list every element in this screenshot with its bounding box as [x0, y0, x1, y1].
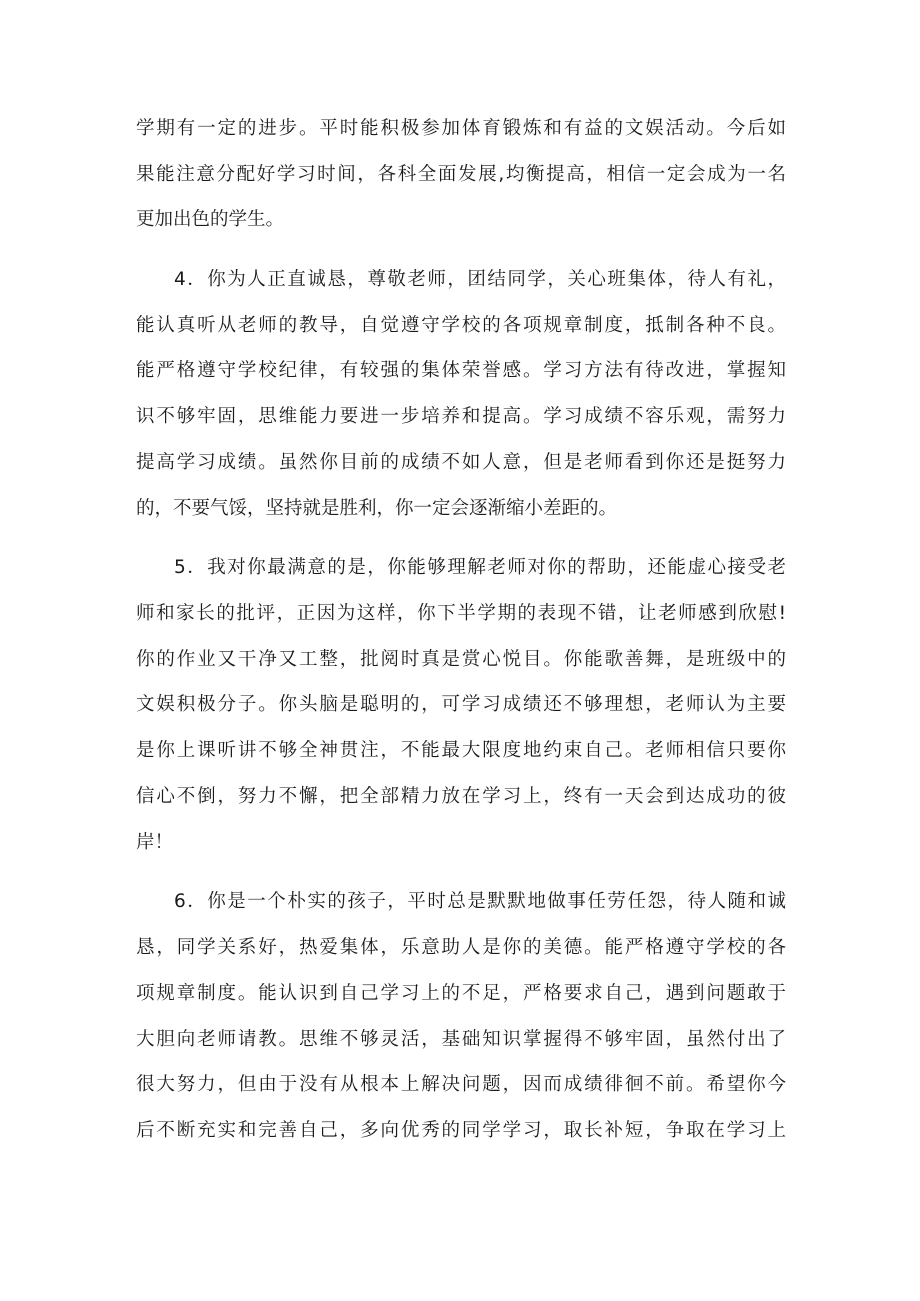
paragraph-line: 能严格遵守学校纪律，有较强的集体荣誉感。学习方法有待改进，掌握知	[136, 360, 786, 381]
paragraph-line: 识不够牢固，思维能力要进一步培养和提高。学习成绩不容乐观，需努力	[136, 406, 786, 427]
paragraph-line: 6．你是一个朴实的孩子，平时总是默默地做事任劳任怨，待人随和诚	[174, 891, 786, 912]
paragraph-line: 的，不要气馁，坚持就是胜利，你一定会逐渐缩小差距的。	[136, 498, 618, 519]
paragraph-line: 大胆向老师请教。思维不够灵活，基础知识掌握得不够牢固，虽然付出了	[136, 1029, 786, 1050]
paragraph-line: 岸！	[136, 832, 174, 853]
paragraph-line: 学期有一定的进步。平时能积极参加体育锻炼和有益的文娱活动。今后如	[136, 118, 786, 139]
paragraph-line: 后不断充实和完善自己，多向优秀的同学学习，取长补短，争取在学习上	[136, 1120, 786, 1141]
paragraph-line: 能认真听从老师的教导，自觉遵守学校的各项规章制度，抵制各种不良。	[136, 315, 786, 336]
paragraph-line: 是你上课听讲不够全神贯注，不能最大限度地约束自己。老师相信只要你	[136, 740, 786, 761]
paragraph-line: 师和家长的批评，正因为这样，你下半学期的表现不错，让老师感到欣慰!	[136, 603, 786, 624]
paragraph-line: 果能注意分配好学习时间，各科全面发展,均衡提高，相信一定会成为一名	[136, 164, 786, 185]
paragraph-line: 文娱积极分子。你头脑是聪明的，可学习成绩还不够理想，老师认为主要	[136, 694, 786, 715]
paragraph-line: 提高学习成绩。虽然你目前的成绩不如人意，但是老师看到你还是挺努力	[136, 452, 786, 473]
paragraph-line: 信心不倒，努力不懈，把全部精力放在学习上，终有一天会到达成功的彼	[136, 786, 786, 807]
paragraph-line: 很大努力，但由于没有从根本上解决问题，因而成绩徘徊不前。希望你今	[136, 1074, 786, 1095]
paragraph-line: 5．我对你最满意的是，你能够理解老师对你的帮助，还能虚心接受老	[174, 557, 786, 578]
paragraph-line: 更加出色的学生。	[136, 209, 285, 230]
paragraph-line: 恳，同学关系好，热爱集体，乐意助人是你的美德。能严格遵守学校的各	[136, 937, 786, 958]
paragraph-line: 4．你为人正直诚恳，尊敬老师，团结同学，关心班集体，待人有礼，	[174, 269, 786, 290]
paragraph-line: 你的作业又干净又工整，批阅时真是赏心悦目。你能歌善舞，是班级中的	[136, 649, 786, 670]
paragraph-line: 项规章制度。能认识到自己学习上的不足，严格要求自己，遇到问题敢于	[136, 983, 786, 1004]
